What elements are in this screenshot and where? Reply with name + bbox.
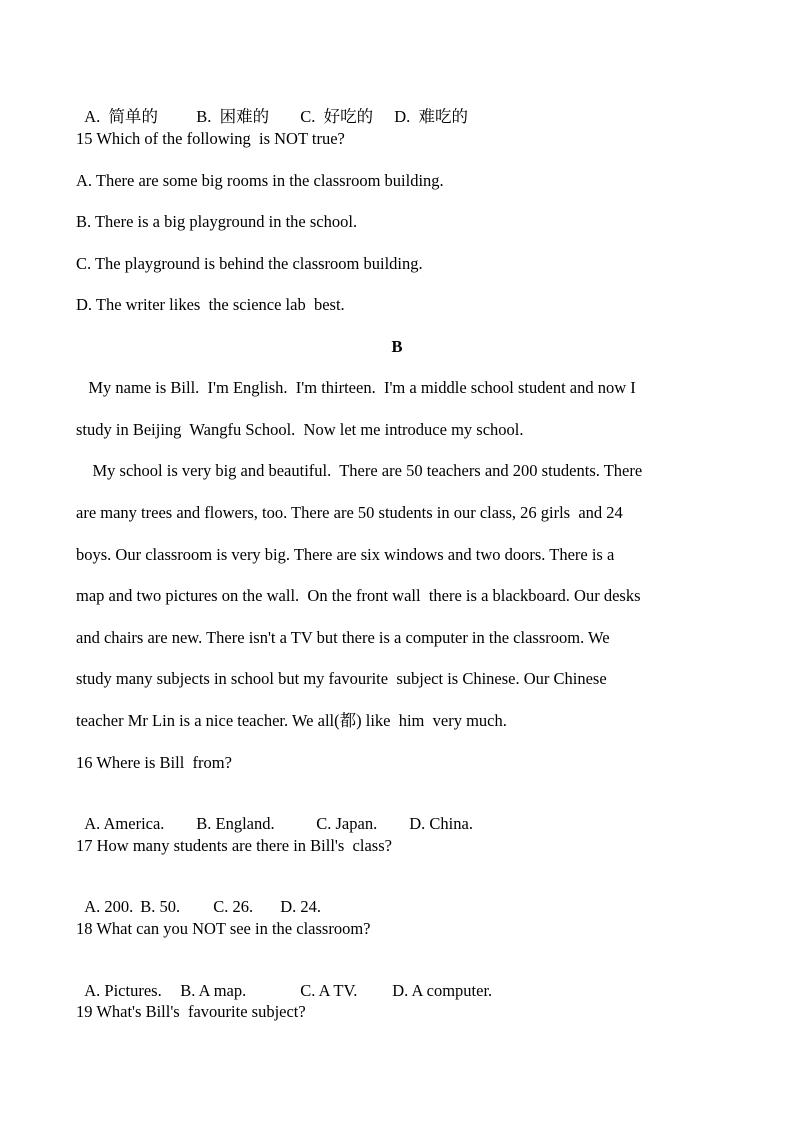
q14-option-a: A. 简单的 (84, 107, 159, 126)
q16-option-d: D. China. (409, 814, 473, 833)
q17-option-c: C. 26. (213, 897, 254, 916)
q18-option-c: C. A TV. (300, 981, 358, 1000)
q16-options (76, 794, 473, 834)
passage-line: study many subjects in school but my favourite subject is Chinese. Our Chinese (76, 669, 607, 688)
q18-option-b: B. A map. (180, 981, 247, 1000)
passage-line: map and two pictures on the wall. On the front wall there is a blackboard. Our desks (76, 586, 641, 605)
q14-option-d: D. 难吃的 (394, 107, 469, 126)
q15-option-c: C. The playground is behind the classroom building. (76, 254, 423, 273)
q16-option-b: B. England. (196, 814, 275, 833)
q14-option-b: B. 困难的 (196, 107, 270, 126)
q18-option-a: A. Pictures. (84, 981, 162, 1000)
q16-option-c: C. Japan. (316, 814, 378, 833)
q17-options (76, 877, 321, 917)
q18-option-d: D. A computer. (392, 981, 493, 1000)
q17-option-a: A. 200. (84, 897, 134, 916)
passage-line: and chairs are new. There isn't a TV but there is a computer in the classroom. We (76, 628, 610, 647)
passage-line: boys. Our classroom is very big. There are six windows and two doors. There is a (76, 545, 615, 564)
passage-line: are many trees and flowers, too. There are 50 students in our class, 26 girls and 24 (76, 503, 623, 522)
q17-option-d: D. 24. (280, 897, 322, 916)
passage-line: study in Beijing Wangfu School. Now let me introduce my school. (76, 420, 524, 439)
q15-option-d: D. The writer likes the science lab best. (76, 295, 345, 314)
q16-option-a: A. America. (84, 814, 165, 833)
q18-question: 18 What can you NOT see in the classroom? (76, 919, 371, 938)
q15-option-b: B. There is a big playground in the school. (76, 212, 358, 231)
passage-line: My school is very big and beautiful. There are 50 teachers and 200 students. There (76, 461, 643, 480)
q17-option-b: B. 50. (140, 897, 181, 916)
section-b-title: B (391, 337, 403, 356)
q14-options (76, 87, 468, 127)
q16-question: 16 Where is Bill from? (76, 753, 232, 772)
passage-line: My name is Bill. I'm English. I'm thirteen. I'm a middle school student and now I (76, 378, 636, 397)
q15-option-a: A. There are some big rooms in the classroom building. (76, 171, 444, 190)
q14-option-c: C. 好吃的 (300, 107, 374, 126)
q18-options (76, 961, 492, 1001)
q17-question: 17 How many students are there in Bill's class? (76, 836, 392, 855)
q15-question: 15 Which of the following is NOT true? (76, 129, 345, 148)
q19-question: 19 What's Bill's favourite subject? (76, 1002, 306, 1021)
passage-line: teacher Mr Lin is a nice teacher. We all(都) like him very much. (76, 711, 507, 730)
